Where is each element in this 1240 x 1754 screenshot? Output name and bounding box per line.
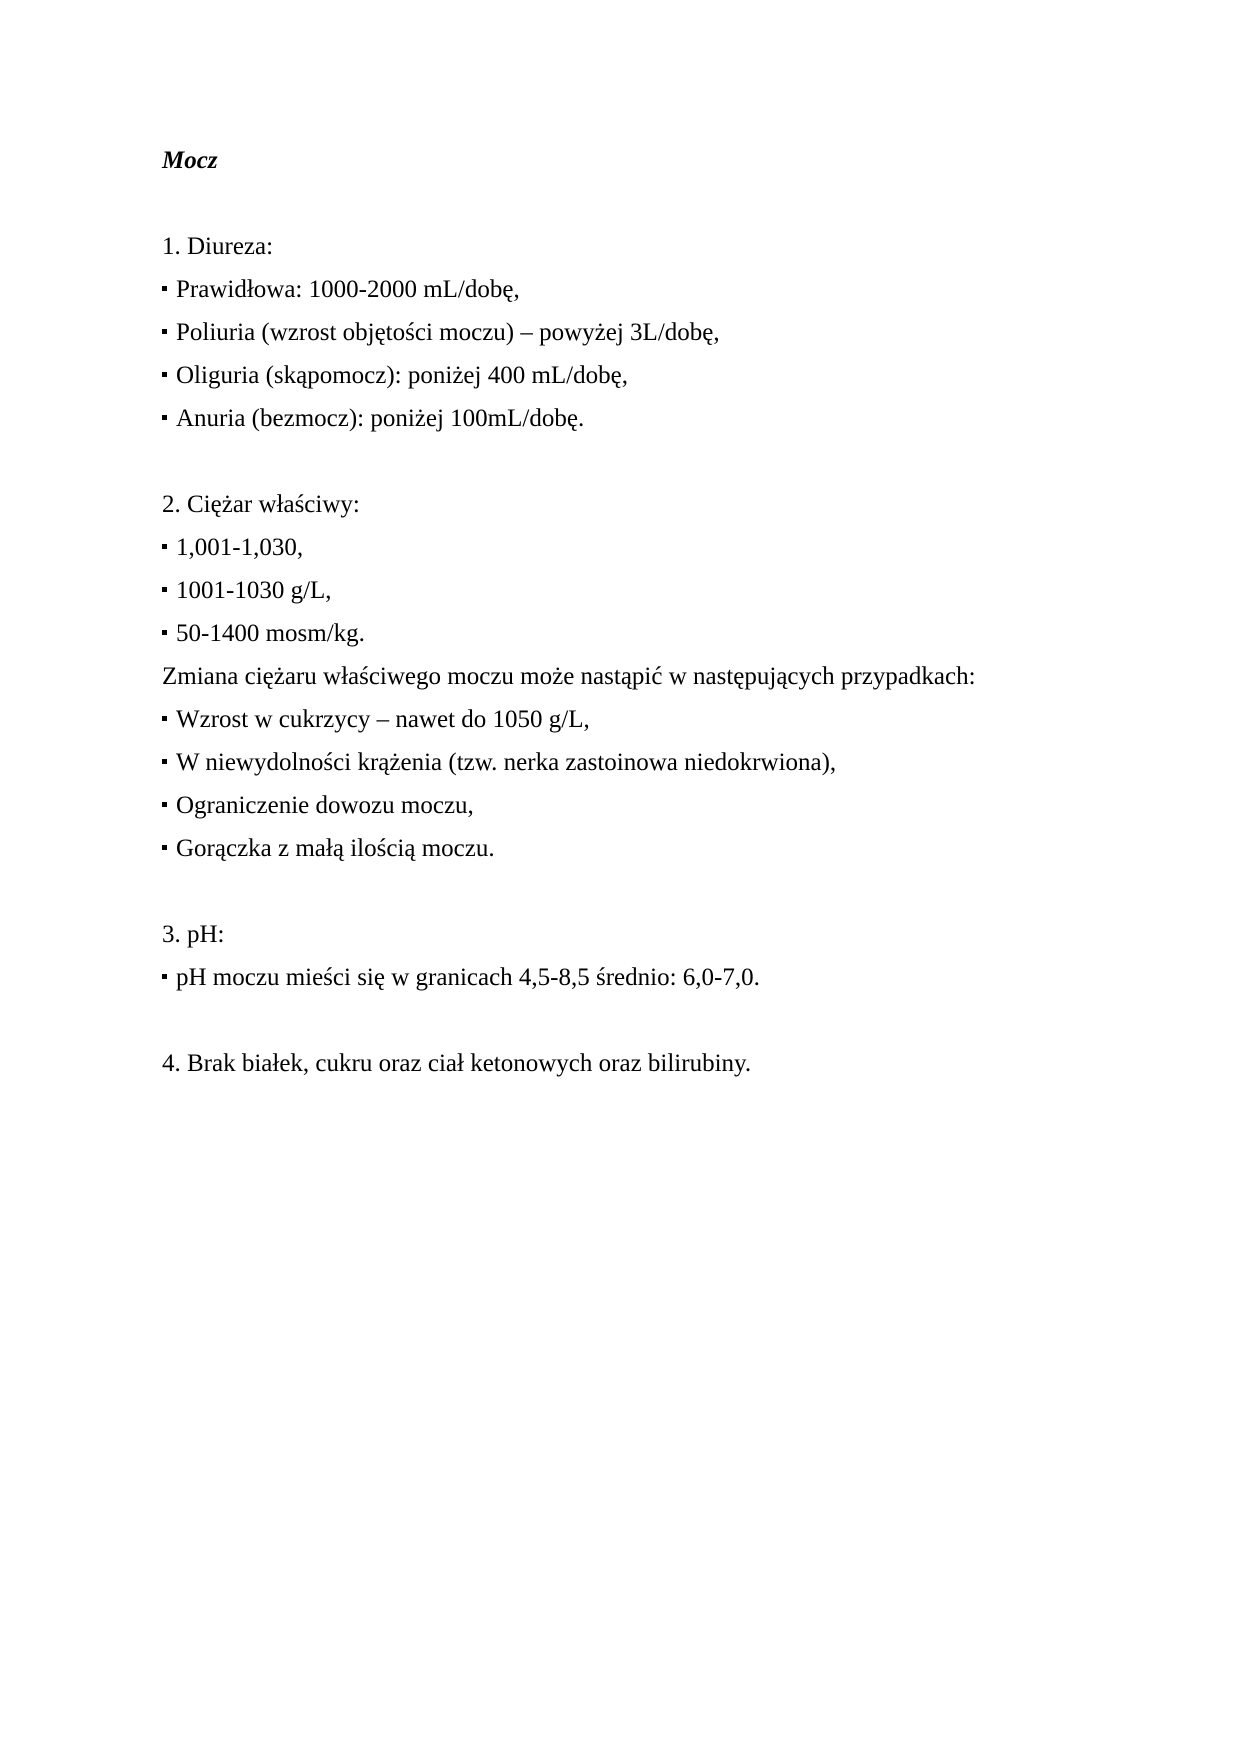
list-item (162, 705, 590, 735)
list-item-text: Anuria (bezmocz): poniżej 100mL/dobę. (176, 405, 585, 432)
bullet-icon (162, 275, 176, 305)
list-item (162, 791, 474, 821)
list-item-text: Wzrost w cukrzycy – nawet do 1050 g/L, (176, 706, 590, 733)
list-item (162, 404, 584, 434)
list-item-text: 1,001-1,030, (176, 534, 304, 561)
bullet-icon (162, 361, 176, 391)
list-item-text: Ograniczenie dowozu moczu, (176, 792, 474, 819)
bullet-icon (162, 748, 176, 778)
list-item-text: Prawidłowa: 1000-2000 mL/dobę, (176, 276, 520, 303)
list-item-text: Gorączka z małą ilością moczu. (176, 835, 495, 862)
section-text-brak: 4. Brak białek, cukru oraz ciał ketonowych oraz bilirubiny. (162, 1050, 752, 1077)
list-item (162, 619, 365, 649)
bullet-icon (162, 963, 176, 993)
list-item (162, 748, 836, 778)
list-item (162, 533, 303, 563)
list-item-text: W niewydolności krążenia (tzw. nerka zastoinowa niedokrwiona), (176, 749, 837, 776)
list-item-text: 1001-1030 g/L, (176, 577, 332, 604)
list-item-text: Oliguria (skąpomocz): poniżej 400 mL/dobę, (176, 362, 628, 389)
section-heading-ph: 3. pH: (162, 921, 225, 948)
section-note: Zmiana ciężaru właściwego moczu może nastąpić w następujących przypadkach: (162, 663, 976, 690)
bullet-icon (162, 576, 176, 606)
list-item-text: pH moczu mieści się w granicach 4,5-8,5 średnio: 6,0-7,0. (176, 964, 760, 991)
bullet-icon (162, 705, 176, 735)
bullet-icon (162, 619, 176, 649)
bullet-icon (162, 404, 176, 434)
section-heading-diureza: 1. Diureza: (162, 233, 274, 260)
list-item (162, 318, 720, 348)
bullet-icon (162, 791, 176, 821)
list-item (162, 576, 332, 606)
bullet-icon (162, 533, 176, 563)
bullet-icon (162, 834, 176, 864)
bullet-icon (162, 318, 176, 348)
list-item (162, 275, 520, 305)
list-item (162, 361, 628, 391)
document-title: Mocz (162, 147, 218, 174)
list-item-text: 50-1400 mosm/kg. (176, 620, 365, 647)
list-item (162, 963, 760, 993)
list-item (162, 834, 495, 864)
list-item-text: Poliuria (wzrost objętości moczu) – powyżej 3L/dobę, (176, 319, 720, 346)
section-heading-ciezar: 2. Ciężar właściwy: (162, 491, 360, 518)
